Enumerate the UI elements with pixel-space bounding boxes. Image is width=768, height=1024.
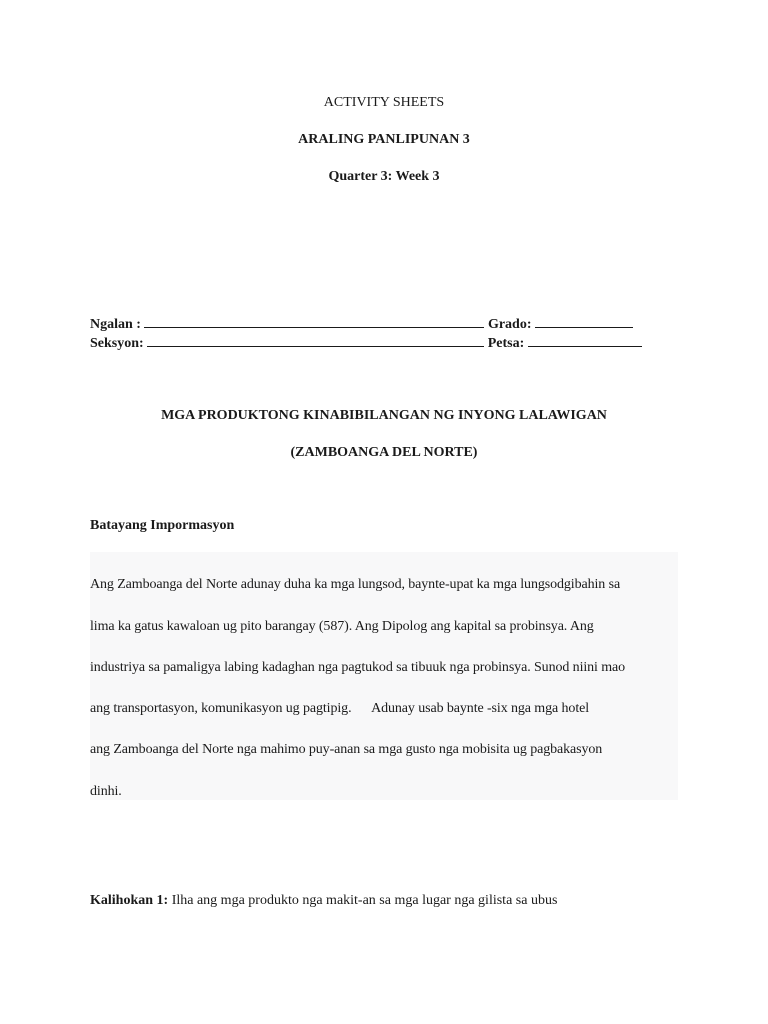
- background-line: ang transportasyon, komunikasyon ug pagtipig. Adunay usab baynte -six nga mga hotel: [90, 701, 590, 716]
- background-line: dinhi.: [90, 784, 122, 799]
- grado-label: Grado:: [487, 317, 532, 332]
- background-heading: Batayang Impormasyon: [90, 518, 235, 533]
- background-line: Ang Zamboanga del Norte adunay duha ka mga lungsod, baynte-upat ka mga lungsodgibahin sa: [90, 577, 621, 592]
- activity-text: Ilha ang mga produkto nga makit-an sa mga lugar nga gilista sa ubus: [168, 893, 558, 908]
- petsa-blank[interactable]: [528, 334, 642, 347]
- activity-instruction: [90, 892, 557, 910]
- seksyon-blank[interactable]: [147, 334, 484, 347]
- name-grade-row: [90, 315, 633, 334]
- subject-title: ARALING PANLIPUNAN 3: [298, 132, 470, 147]
- ngalan-label: Ngalan :: [90, 317, 141, 332]
- background-line: industriya sa pamaligya labing kadaghan nga pagtukod sa tibuuk nga probinsya. Sunod niini mao: [90, 660, 626, 675]
- background-line: lima ka gatus kawaloan ug pito barangay (587). Ang Dipolog ang kapital sa probinsya. Ang: [90, 619, 594, 634]
- topic-subtitle: (ZAMBOANGA DEL NORTE): [290, 445, 478, 460]
- seksyon-label: Seksyon:: [90, 336, 144, 351]
- sheet-title: ACTIVITY SHEETS: [323, 95, 445, 110]
- quarter-week: Quarter 3: Week 3: [328, 169, 440, 184]
- topic-title: MGA PRODUKTONG KINABIBILANGAN NG INYONG LALAWIGAN: [161, 408, 607, 423]
- background-line: ang Zamboanga del Norte nga mahimo puy-anan sa mga gusto nga mobisita ug pagbakasyon: [90, 742, 603, 757]
- ngalan-blank[interactable]: [144, 315, 484, 328]
- grado-blank[interactable]: [535, 315, 633, 328]
- petsa-label: Petsa:: [487, 336, 525, 351]
- section-date-row: [90, 334, 642, 353]
- activity-label: Kalihokan 1:: [90, 893, 169, 908]
